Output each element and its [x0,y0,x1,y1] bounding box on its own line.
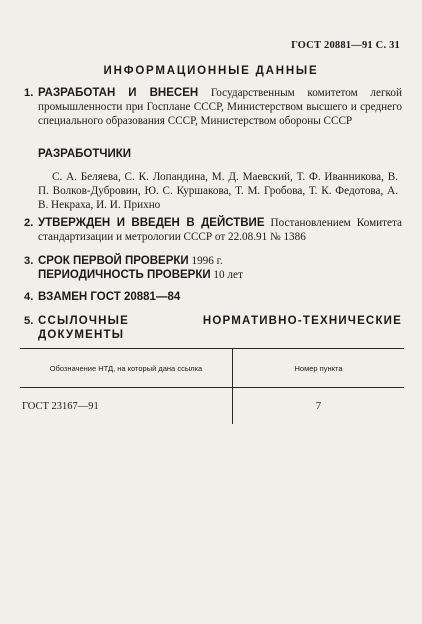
item-number: 5. [24,315,34,327]
item-number: 4. [24,291,34,303]
item-body [38,86,402,128]
item-text-2: 10 лет [210,269,243,281]
item-heading: ВЗАМЕН ГОСТ 20881—84 [38,291,181,303]
references-table [20,348,404,424]
page-header-reference: ГОСТ 20881—91 С. 31 [291,40,400,51]
item-heading-2: ПЕРИОДИЧНОСТЬ ПРОВЕРКИ [38,269,211,281]
column-header-document: Обозначение НТД, на который дана ссылка [20,349,233,388]
item-heading: РАЗРАБОТАН И ВНЕСЕН [38,87,199,99]
item-heading: УТВЕРЖДЕН И ВВЕДЕН В ДЕЙСТВИЕ [38,217,265,229]
table-header-row [20,349,404,388]
info-item-1 [24,86,402,128]
item-body [38,314,402,342]
info-item-4 [24,290,402,304]
table-cell-document: ГОСТ 23167—91 [20,388,233,425]
column-header-clause: Номер пункта [233,349,405,388]
item-number: 1. [24,87,34,99]
developers-names: С. А. Беляева, С. К. Лопандина, М. Д. Маевский, Т. Ф. Иванникова, В. П. Волков-Дубровин, Ю. С. Куршакова, Т. М. Гробова, Т. К. Федотова, А. В. Некраха, И. И. Прихно [38,171,398,211]
item-body [38,290,402,304]
item-heading: ССЫЛОЧНЫЕ НОРМАТИВНО-ТЕХНИЧЕСКИЕ ДОКУМЕНТЫ [38,315,402,341]
developers-heading: РАЗРАБОТЧИКИ [38,148,131,160]
info-item-2 [24,216,402,244]
item-body [38,216,402,244]
item-heading: СРОК ПЕРВОЙ ПРОВЕРКИ [38,255,189,267]
table-row [20,388,404,425]
table-cell-clause: 7 [315,400,322,412]
item-number: 3. [24,255,34,267]
item-text: Постановлением Комитета стандартизации и метрологии СССР от 22.08.91 № 1386 [38,217,403,243]
item-text: Государственным комитетом легкой промышленности при Госплане СССР, Министерством высшего и среднего специального образования СССР, Министерством обороны СССР [38,87,402,127]
item-text: 1996 г. [188,255,223,267]
item-number: 2. [24,217,34,229]
info-item-3 [24,254,402,282]
item-body [38,254,402,282]
info-item-5 [24,314,402,342]
page-title: ИНФОРМАЦИОННЫЕ ДАННЫЕ [103,65,319,77]
